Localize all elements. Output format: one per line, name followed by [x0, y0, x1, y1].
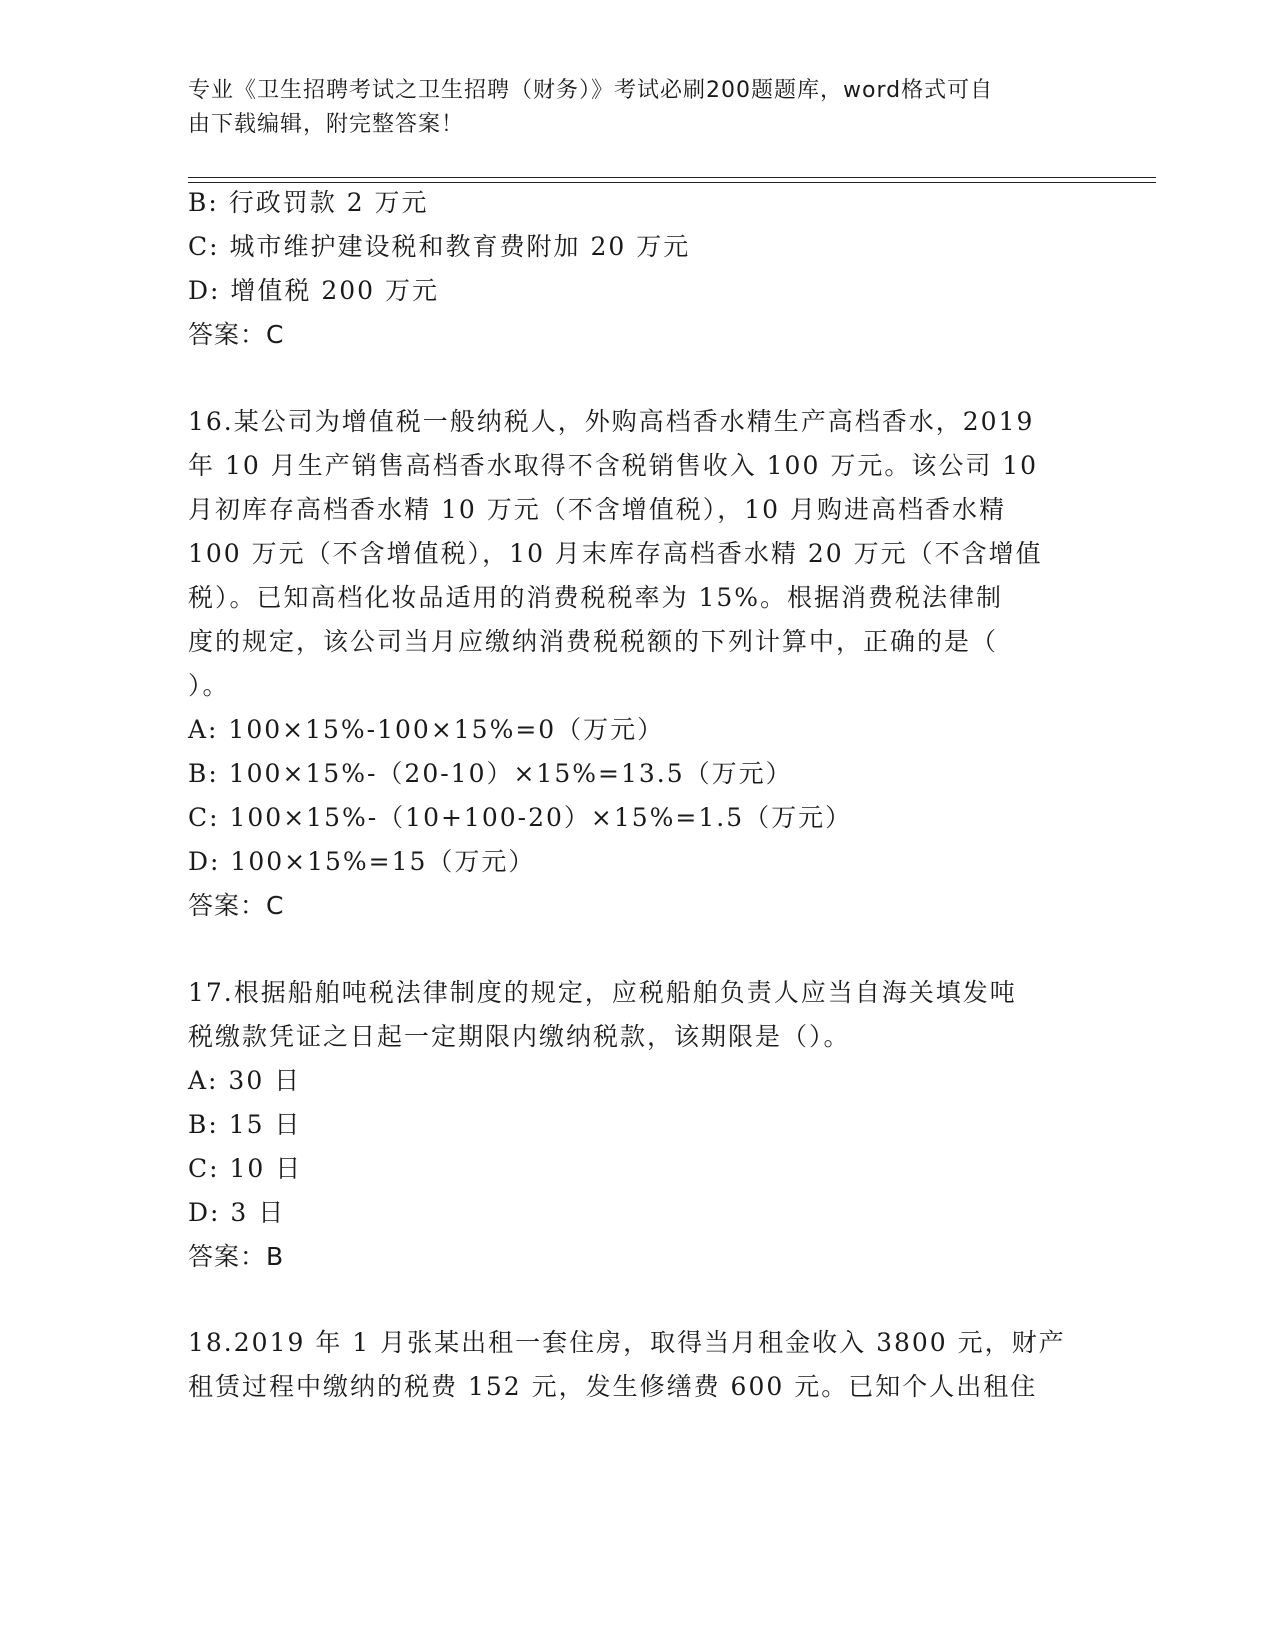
q16-answer: 答案：C [188, 891, 285, 920]
q17-answer: 答案：B [188, 1242, 285, 1271]
q17-stem-line: 税缴款凭证之日起一定期限内缴纳税款，该期限是（）。 [188, 1022, 851, 1051]
q15-option-c: C: 城市维护建设税和教育费附加 20 万元 [188, 232, 691, 261]
q17-option-b: B: 15 日 [188, 1110, 302, 1139]
q17-option-d: D: 3 日 [188, 1198, 286, 1227]
q17-option-c: C: 10 日 [188, 1154, 303, 1183]
q16-stem-line: ）。 [188, 671, 230, 700]
q17-option-a: A: 30 日 [188, 1066, 302, 1095]
page-header [188, 74, 1068, 142]
q15-option-b: B: 行政罚款 2 万元 [188, 188, 429, 217]
q18-stem-line: 18.2019 年 1 月张某出租一套住房，取得当月租金收入 3800 元，财产 [188, 1328, 1066, 1357]
q16-stem-line: 16.某公司为增值税一般纳税人，外购高档香水精生产高档香水，2019 [188, 407, 1035, 436]
q16-option-a: A: 100×15%-100×15%=0（万元） [188, 715, 665, 744]
q16-stem-line: 年 10 月生产销售高档香水取得不含税销售收入 100 万元。该公司 10 [188, 451, 1039, 480]
header-line-1: 专业《卫生招聘考试之卫生招聘（财务）》考试必刷200题题库，word格式可自 [188, 78, 994, 103]
q17-stem-line: 17.根据船舶吨税法律制度的规定，应税船舶负责人应当自海关填发吨 [188, 978, 1017, 1007]
q16-option-d: D: 100×15%=15（万元） [188, 847, 536, 876]
q18-stem-line: 租赁过程中缴纳的税费 152 元，发生修缮费 600 元。已知个人出租住 [188, 1372, 1038, 1401]
q15-option-d: D: 增值税 200 万元 [188, 276, 440, 305]
q16-option-b: B: 100×15%-（20-10）×15%=13.5（万元） [188, 759, 793, 788]
q16-stem-line: 月初库存高档香水精 10 万元（不含增值税），10 月购进高档香水精 [188, 495, 1006, 524]
header-line-2: 由下载编辑，附完整答案！ [188, 112, 465, 137]
q16-option-c: C: 100×15%-（10+100-20）×15%=1.5（万元） [188, 803, 853, 832]
header-divider-top [188, 177, 1156, 178]
q16-stem-line: 度的规定，该公司当月应缴纳消费税税额的下列计算中，正确的是（ [188, 627, 999, 656]
q16-stem-line: 税）。已知高档化妆品适用的消费税税率为 15%。根据消费税法律制 [188, 583, 1004, 612]
q16-stem-line: 100 万元（不含增值税），10 月末库存高档香水精 20 万元（不含增值 [188, 539, 1043, 568]
q15-answer: 答案：C [188, 320, 285, 349]
